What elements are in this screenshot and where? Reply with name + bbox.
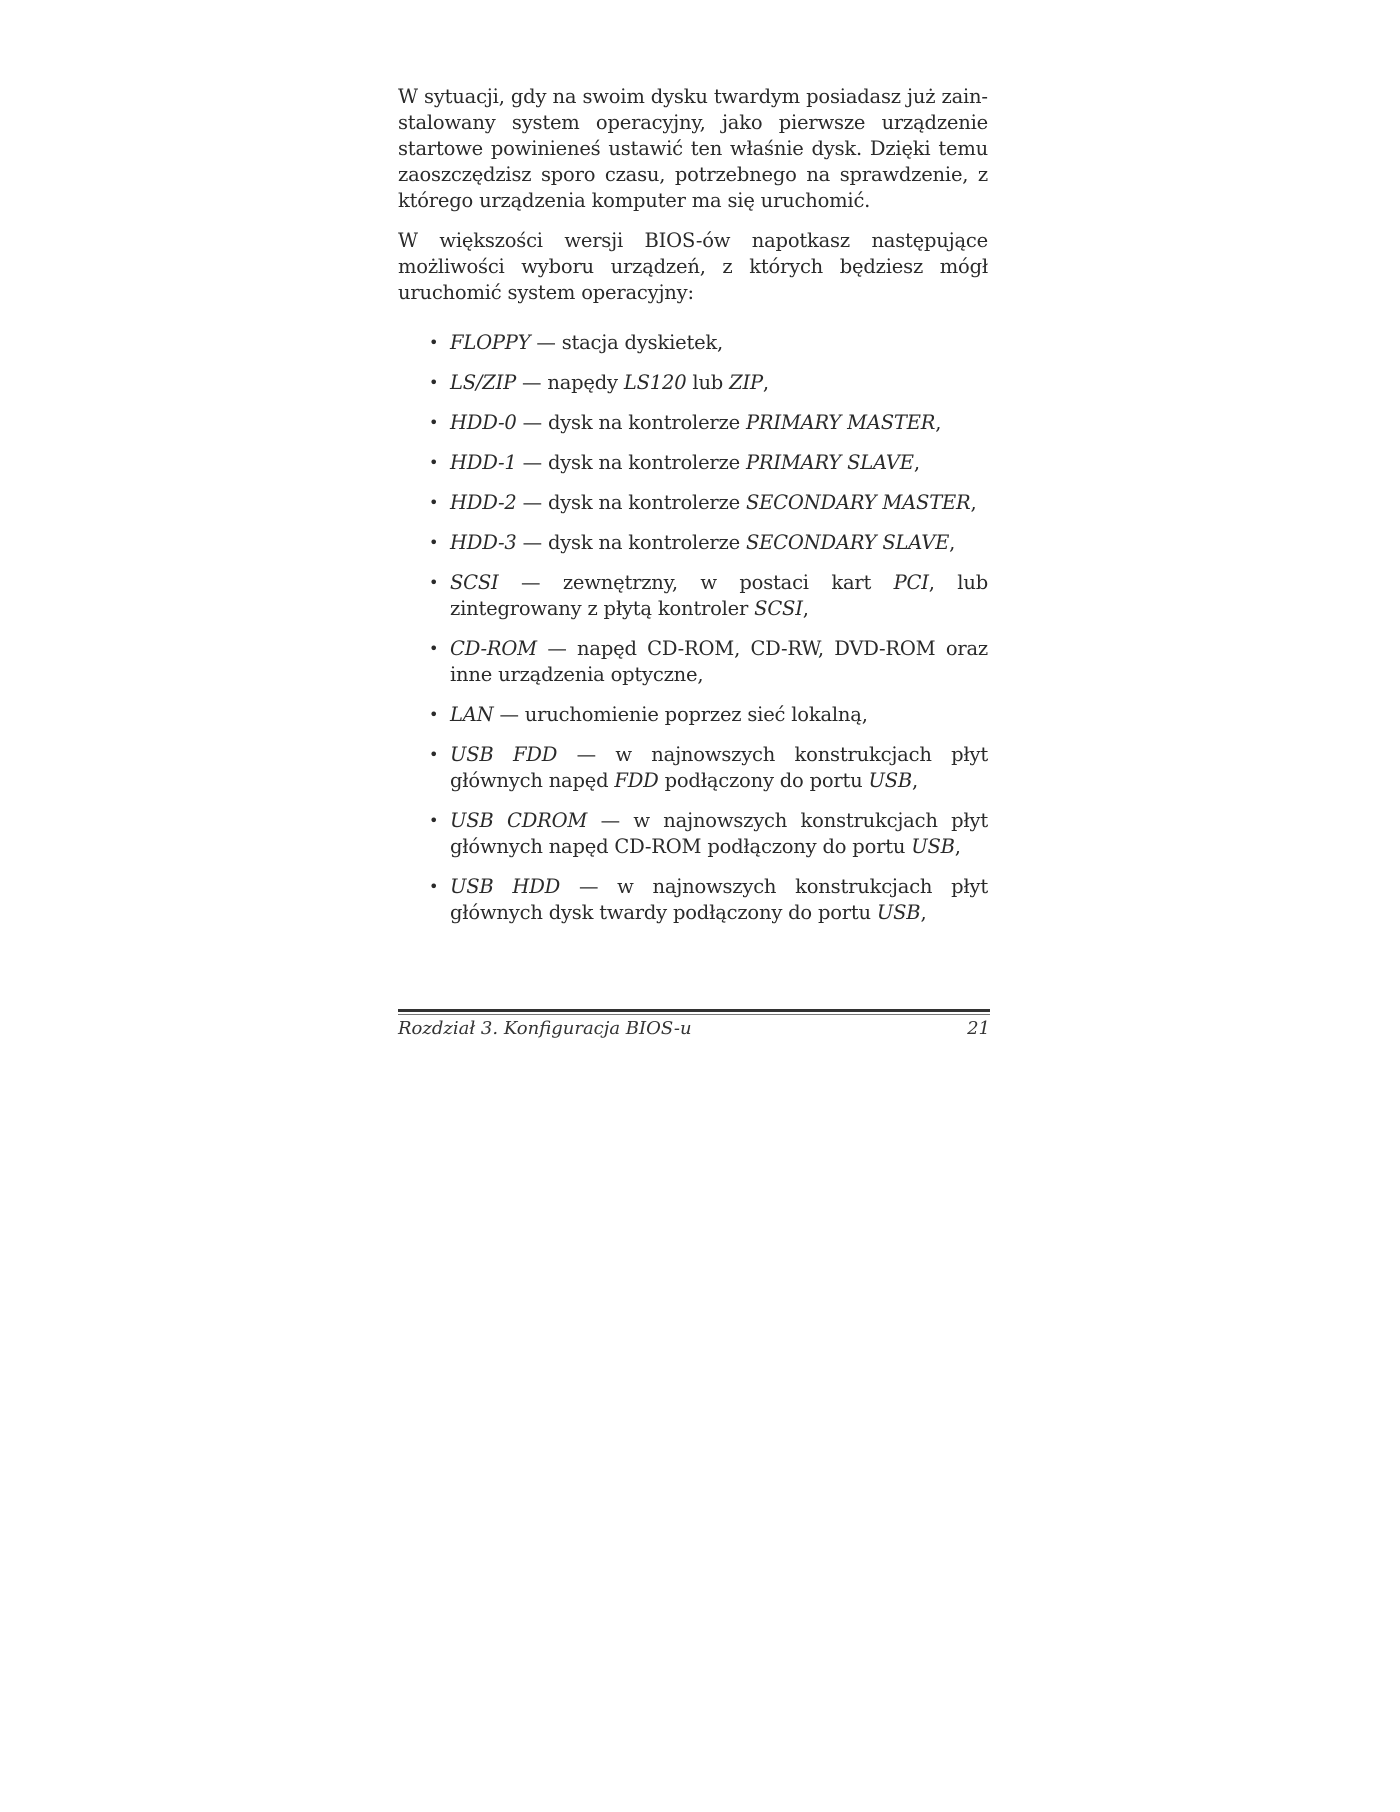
list-item	[429, 410, 988, 436]
list-item-term: HDD-3	[450, 531, 517, 554]
bullet-icon: •	[429, 877, 439, 896]
list-item-term: PCI	[893, 571, 929, 594]
list-item-text: — dysk na kontrolerze	[516, 451, 746, 474]
list-item-term: SCSI	[450, 571, 499, 594]
paragraph-intro: W sytuacji, gdy na swoim dysku twardym posiadasz już zainstalowany system operacyjny, jako pierwsze urządzenie startowe powinieneś ustawić ten właśnie dysk. Dzięki temu zaoszczędzisz sporo czasu, potrzebnego na sprawdzenie, z którego urządzenia komputer ma się uruchomić.	[398, 85, 988, 212]
list-item	[429, 570, 988, 622]
list-item-text: lub	[686, 371, 730, 394]
bullet-icon: •	[429, 413, 439, 432]
list-item	[429, 530, 988, 556]
list-item-text: — w najnowszych konstrukcjach płyt głównych napęd CD-ROM podłączony do portu	[450, 809, 988, 858]
list-item	[429, 808, 988, 860]
bullet-icon: •	[429, 811, 439, 830]
list-item-text: — stacja dyskietek,	[530, 331, 724, 354]
boot-device-list	[398, 330, 988, 926]
list-item-text: — zewnętrzny, w postaci kart	[498, 571, 894, 594]
list-item-text: ,	[913, 451, 920, 474]
list-item-term: USB	[868, 769, 913, 792]
list-item-term: HDD-2	[450, 491, 517, 514]
list-item-term: PRIMARY SLAVE	[745, 451, 914, 474]
list-item-term: SECONDARY MASTER	[745, 491, 971, 514]
list-item-term: CD-ROM	[450, 637, 537, 660]
list-item	[429, 702, 988, 728]
list-item-term: HDD-1	[450, 451, 517, 474]
paragraph-bios-options: W większości wersji BIOS-ów napotkasz następujące możliwości wyboru urządzeń, z których będziesz mógł uruchomić system operacyjny:	[398, 229, 988, 304]
list-item-term: USB FDD	[450, 743, 558, 766]
list-item-text: ,	[935, 411, 942, 434]
bullet-icon: •	[429, 705, 439, 724]
list-item-text: ,	[954, 835, 961, 858]
list-item	[429, 450, 988, 476]
list-item-text: — napęd CD-ROM, CD-RW, DVD-ROM oraz inne urządzenia optyczne,	[450, 637, 988, 686]
page-body	[398, 84, 988, 940]
list-item-term: USB	[911, 835, 955, 858]
bullet-icon: •	[429, 573, 439, 592]
list-item-text: , lub zintegrowany z płytą kontroler	[450, 571, 988, 620]
bullet-icon: •	[429, 533, 439, 552]
list-item-term: FDD	[614, 769, 659, 792]
list-item-term: FLOPPY	[450, 331, 531, 354]
list-item-term: SECONDARY SLAVE	[745, 531, 950, 554]
list-item-text: ,	[970, 491, 977, 514]
list-item-term: HDD-0	[450, 411, 517, 434]
list-item-text: ,	[912, 769, 919, 792]
bullet-icon: •	[429, 373, 439, 392]
list-item-text: — w najnowszych konstrukcjach płyt głównych napęd	[450, 743, 988, 792]
bullet-icon: •	[429, 745, 439, 764]
list-item	[429, 636, 988, 688]
list-item-term: SCSI	[754, 597, 803, 620]
list-item-text: — napędy	[516, 371, 624, 394]
list-item	[429, 742, 988, 794]
bullet-icon: •	[429, 639, 439, 658]
list-item-term: LS/ZIP	[450, 371, 517, 394]
bullet-icon: •	[429, 453, 439, 472]
footer-rule-thin	[398, 1014, 990, 1015]
list-item-term: USB CDROM	[450, 809, 588, 832]
list-item-text: ,	[949, 531, 956, 554]
list-item-text: ,	[920, 901, 927, 924]
bullet-icon: •	[429, 493, 439, 512]
list-item	[429, 370, 988, 396]
list-item-text: ,	[762, 371, 769, 394]
list-item-text: podłączony do portu	[658, 769, 869, 792]
list-item-term: LS120	[623, 371, 687, 394]
list-item-text: — dysk na kontrolerze	[516, 491, 746, 514]
list-item-term: PRIMARY MASTER	[745, 411, 936, 434]
bullet-icon: •	[429, 333, 439, 352]
list-item-term: ZIP	[729, 371, 763, 394]
list-item-term: USB	[876, 901, 921, 924]
list-item-text: — dysk na kontrolerze	[516, 411, 746, 434]
list-item-text: — dysk na kontrolerze	[516, 531, 746, 554]
list-item	[429, 874, 988, 926]
list-item-text: ,	[802, 597, 809, 620]
footer-rule	[398, 1009, 990, 1012]
list-item-term: USB HDD	[450, 875, 561, 898]
list-item	[429, 490, 988, 516]
list-item-term: LAN	[450, 703, 494, 726]
footer-chapter-title: Rozdział 3. Konfiguracja BIOS-u	[398, 1018, 692, 1039]
footer-page-number: 21	[967, 1018, 990, 1039]
list-item-text: — w najnowszych konstrukcjach płyt głównych dysk twardy podłączony do portu	[450, 875, 988, 924]
list-item-text: — uruchomienie poprzez sieć lokalną,	[493, 703, 868, 726]
list-item	[429, 330, 988, 356]
